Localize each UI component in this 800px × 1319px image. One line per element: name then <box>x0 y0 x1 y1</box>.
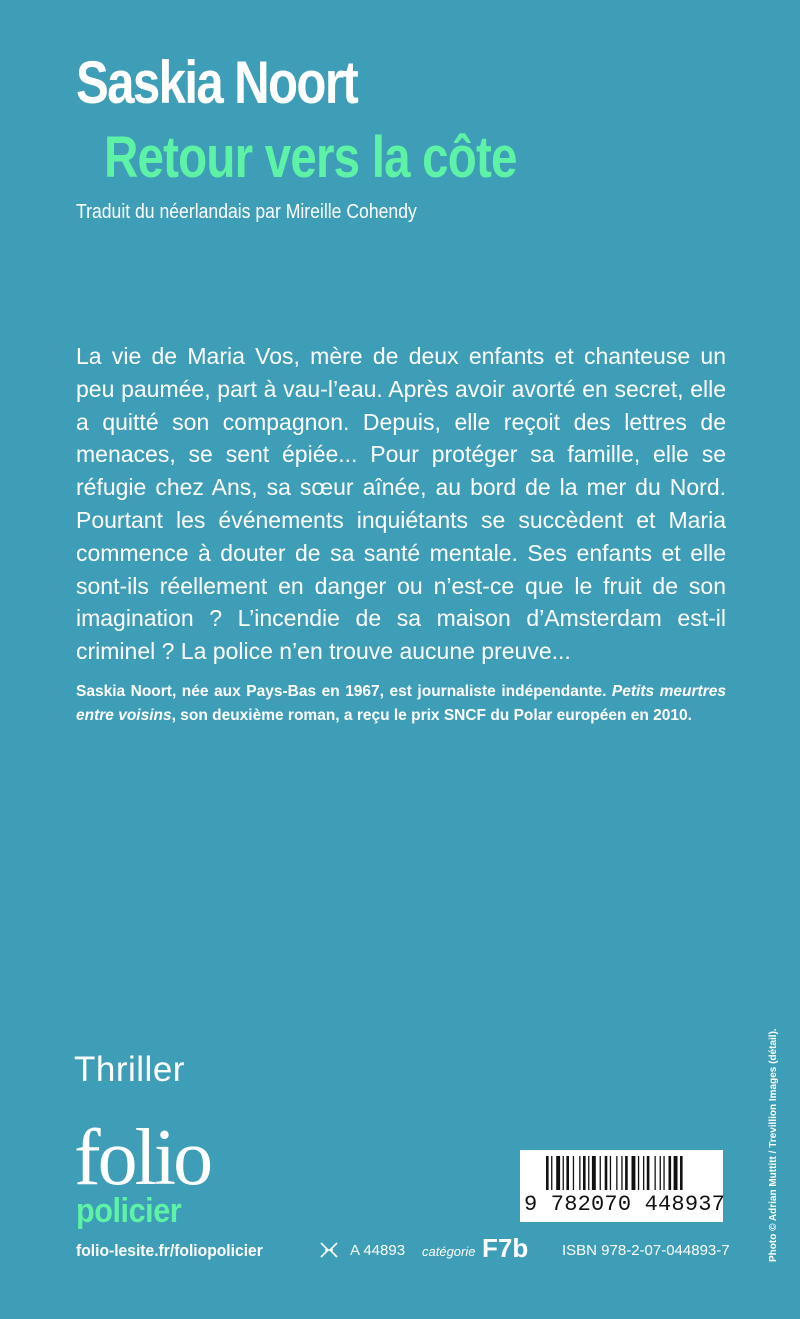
barcode <box>520 1150 726 1222</box>
category-label: catégorie <box>422 1244 476 1259</box>
photo-credit: Photo © Adrian Muttitt / Trevillion Images (détail). <box>768 1028 779 1262</box>
catalog-code: A 44893 <box>350 1242 406 1259</box>
website-link[interactable]: folio-lesite.fr/foliopolicier <box>76 1241 263 1260</box>
genre-label: Thriller <box>74 1050 185 1089</box>
bio-book-title: Petits meurtres entre voisins <box>76 683 726 724</box>
book-title: Retour vers la côte <box>104 125 517 190</box>
barcode-bars <box>546 1156 716 1190</box>
bio-text-2: , son deuxième roman, a reçu le prix SNCF du Polar européen en 2010. <box>171 706 692 724</box>
publisher-mark-icon <box>319 1241 339 1259</box>
author-name: Saskia Noort <box>76 49 358 116</box>
synopsis: La vie de Maria Vos, mère de deux enfants et chanteuse un peu paumée, part à vau-l’eau. Après avoir avorté en secret, elle a quitté son compagnon. Depuis, elle reçoit des lettres de menaces, se sent épiée... Pour protéger sa famille, elle se réfugie chez Ans, sa sœur aînée, au bord de la mer du Nord. Pourtant les événements inquiétants se succèdent et Maria commence à douter de sa santé mentale. Ses enfants et elle sont-ils réellement en danger ou n’est-ce que le fruit de son imagination ? L’incendie de sa maison d’Amsterdam est-il criminel ? La police n’en trouve aucune preuve... <box>76 343 726 665</box>
collection-name: policier <box>76 1192 182 1230</box>
bio-text-1: Saskia Noort, née aux Pays-Bas en 1967, est journaliste indépendante. <box>76 683 612 700</box>
author-bio <box>76 680 726 727</box>
category-value: F7b <box>482 1233 529 1263</box>
isbn: ISBN 978-2-07-044893-7 <box>562 1242 730 1259</box>
translator-credit: Traduit du néerlandais par Mireille Cohendy <box>76 201 417 223</box>
barcode-digits: 9 782070 448937 <box>524 1192 726 1217</box>
folio-logo: folio <box>74 1114 211 1202</box>
